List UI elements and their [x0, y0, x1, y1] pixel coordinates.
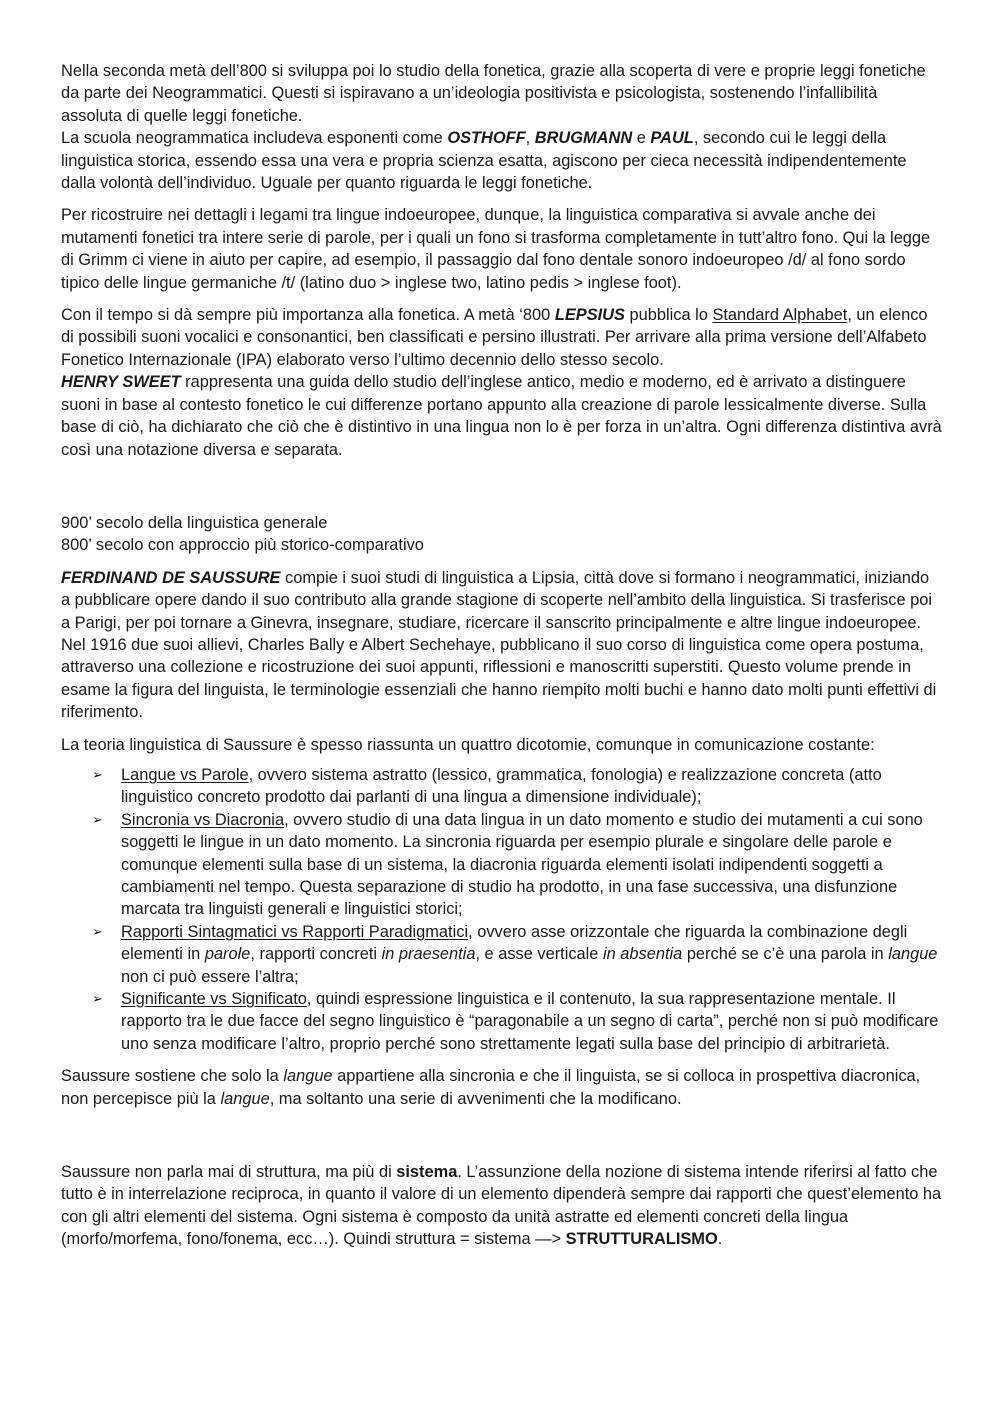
italic-term: langue: [283, 1067, 333, 1086]
text: Nella seconda metà dell’800 si sviluppa poi lo studio della fonetica, grazie alla scoperta di vere e proprie leggi fonetiche da parte dei Neogrammatici. Questi si ispiravano a un’ideologia positivista e psicologista, sostenendo l’infallibilità assoluta di quelle leggi fonetiche.: [61, 62, 926, 125]
italic-term: parole: [204, 945, 251, 964]
text: ,: [525, 129, 535, 148]
italic-term: in praesentia: [381, 945, 476, 964]
dichotomy-list: [61, 764, 942, 1055]
term-sistema: sistema: [396, 1163, 458, 1182]
term-langue-parole: Langue vs Parole: [121, 765, 249, 784]
term-sincronia-diacronia: Sincronia vs Diacronia: [121, 810, 285, 829]
text: , e asse verticale: [475, 945, 603, 964]
arrow-bullet-icon: ➢: [92, 766, 103, 782]
name-osthoff: OSTHOFF: [447, 129, 526, 148]
arrow-bullet-icon: ➢: [92, 923, 103, 939]
paragraph-sistema: [61, 1161, 942, 1251]
text: appartiene alla sincronia e che il linguista, se si colloca in prospettiva diacronica, non percepisce più la: [61, 1067, 921, 1108]
arrow-bullet-icon: ➢: [92, 991, 103, 1007]
italic-term: langue: [888, 945, 938, 964]
paragraph-dicotomie-intro: La teoria linguistica di Saussure è spesso riassunta un quattro dicotomie, comunque in comunicazione costante:: [61, 735, 875, 754]
text: .: [717, 1230, 723, 1249]
italic-term: in absentia: [602, 945, 683, 964]
century-line-800: 800’ secolo con approccio più storico-comparativo: [61, 536, 424, 555]
name-saussure: FERDINAND DE SAUSSURE: [61, 568, 281, 587]
term-significante-significato: Significante vs Significato: [121, 990, 307, 1009]
name-paul: PAUL: [650, 129, 694, 148]
term-rapporti: Rapporti Sintagmatici vs Rapporti Paradigmatici: [121, 922, 469, 941]
text: Saussure non parla mai di struttura, ma più di: [61, 1163, 397, 1182]
text: , rapporti concreti: [250, 945, 382, 964]
text: , secondo cui le leggi della linguistica storica, essendo essa una vera e propria scienza esatta, agiscono per cieca necessità indipendentemente dalla volontà dell’individuo. Uguale per quanto riguarda le leggi fonetiche.: [61, 129, 907, 193]
text: , ovvero asse orizzontale che riguarda la combinazione degli elementi in: [121, 922, 908, 964]
name-henry-sweet: HENRY SWEET: [61, 373, 181, 392]
paragraph-saussure: [61, 567, 942, 724]
text: Con il tempo si dà sempre più importanza alla fonetica. A metà ‘800: [61, 306, 555, 325]
paragraph-neogrammatici: [61, 60, 942, 194]
text: . L’assunzione della nozione di sistema intende riferirsi al fatto che tutto è in interrelazione reciproca, in quanto il valore di un elemento dipenderà sempre dai rapporti che quest’elemento ha con gli altri elementi del sistema. Ogni sistema è composto da unità astratte ed elementi concreti della lingua (morfo/morfema, fono/fonema, ecc…). Quindi struttura = sistema —>: [61, 1163, 942, 1249]
name-brugmann: BRUGMANN: [534, 129, 633, 148]
text: Saussure sostiene che solo la: [61, 1067, 284, 1086]
list-item: [61, 809, 942, 921]
text: , quindi espressione linguistica e il contenuto, la sua rappresentazione mentale. Il rapporto tra le due facce del segno linguistico è “paragonabile a un segno di carta”, perché non si può modificare uno senza modificare l’altro, proprio perché sono strettamente legati sulla base del principio di arbitrarietà.: [121, 990, 939, 1053]
standard-alphabet-link[interactable]: Standard Alphabet: [712, 306, 848, 325]
text: Nel 1916 due suoi allievi, Charles Bally e Albert Sechehaye, pubblicano il suo corso di linguistica come opera postuma, attraverso una collezione e ricostruzione dei suoi appunti, riflessioni e manoscritti superstiti. Questo volume prende in esame la figura del linguista, le terminologie essenziali che hanno riempito molti buchi e hanno dato molti punti effettivi di riferimento.: [61, 635, 937, 722]
name-lepsius: LEPSIUS: [554, 306, 625, 325]
paragraph-langue-sincronia: [61, 1065, 942, 1110]
text: rappresenta una guida dello studio dell’inglese antico, medio e moderno, ed è arrivato a distinguere suoni in base al contesto fonetico le cui differenze portano appunto alla creazione di parole lessicalmente diverse. Sulla base di ciò, ha dichiarato che ciò che è distintivo in una lingua non lo è per forza in un’altra. Ogni differenza distintiva avrà così una notazione diversa e separata.: [61, 373, 942, 459]
list-item: [61, 921, 942, 988]
centuries-note: [61, 512, 942, 557]
century-line-900: 900’ secolo della linguistica generale: [61, 513, 328, 532]
text: , ovvero sistema astratto (lessico, grammatica, fonologia) e realizzazione concreta (atto linguistico concreto prodotto dai parlanti di una lingua a dimensione individuale);: [121, 765, 882, 807]
paragraph-lepsius-sweet: [61, 304, 942, 461]
text: , ma soltanto una serie di avvenimenti che la modificano.: [269, 1089, 682, 1108]
arrow-bullet-icon: ➢: [92, 811, 103, 827]
text: perché se c’è una parola in: [682, 945, 889, 964]
italic-term: langue: [220, 1089, 270, 1108]
term-strutturalismo: STRUTTURALISMO: [565, 1230, 718, 1249]
list-item: [61, 764, 942, 809]
paragraph-grimm: Per ricostruire nei dettagli i legami tra lingue indoeuropee, dunque, la linguistica comparativa si avvale anche dei mutamenti fonetici tra intere serie di parole, per i quali un fono si trasforma completamente in tutt’altro fono. Qui la legge di Grimm ci viene in aiuto per capire, ad esempio, il passaggio dal fono dentale sonoro indoeuropeo /d/ al fono sordo tipico delle lingue germaniche /t/ (latino duo > inglese two, latino pedis > inglese foot).: [61, 206, 931, 292]
text: pubblica lo: [624, 306, 713, 325]
text: compie i suoi studi di linguistica a Lipsia, città dove si formano i neogrammatici, iniziando a pubblicare opere dando il suo contributo alla grande stagione di scoperte nell’ambito della linguistica. Si trasferisce poi a Parigi, per poi tornare a Ginevra, insegnare, studiare, ricercare il sanscrito principalmente e altre lingue indoeuropee.: [61, 568, 933, 632]
text: e: [632, 129, 651, 148]
text: , ovvero studio di una data lingua in un dato momento e studio dei mutamenti a cui sono soggetti le lingue in un dato momento. La sincronia riguarda per esempio plurale e singolare delle parole e comunque elementi sulla base di un sistema, la diacronia riguarda elementi isolati indipendenti soggetti a cambiamenti nel tempo. Questa separazione di studio ha prodotto, in una fase successiva, una disfunzione marcata tra linguisti generali e linguistici storici;: [121, 810, 923, 919]
list-item: [61, 988, 942, 1055]
text: non ci può essere l’altra;: [121, 967, 299, 986]
text: La scuola neogrammatica includeva esponenti come: [61, 129, 448, 148]
text: , un elenco di possibili suoni vocalici e consonantici, ben classificati e persino illustrati. Per arrivare alla prima versione dell’Alfabeto Fonetico Internazionale (IPA) elaborato verso l’ultimo decennio dello stesso secolo.: [61, 306, 928, 369]
